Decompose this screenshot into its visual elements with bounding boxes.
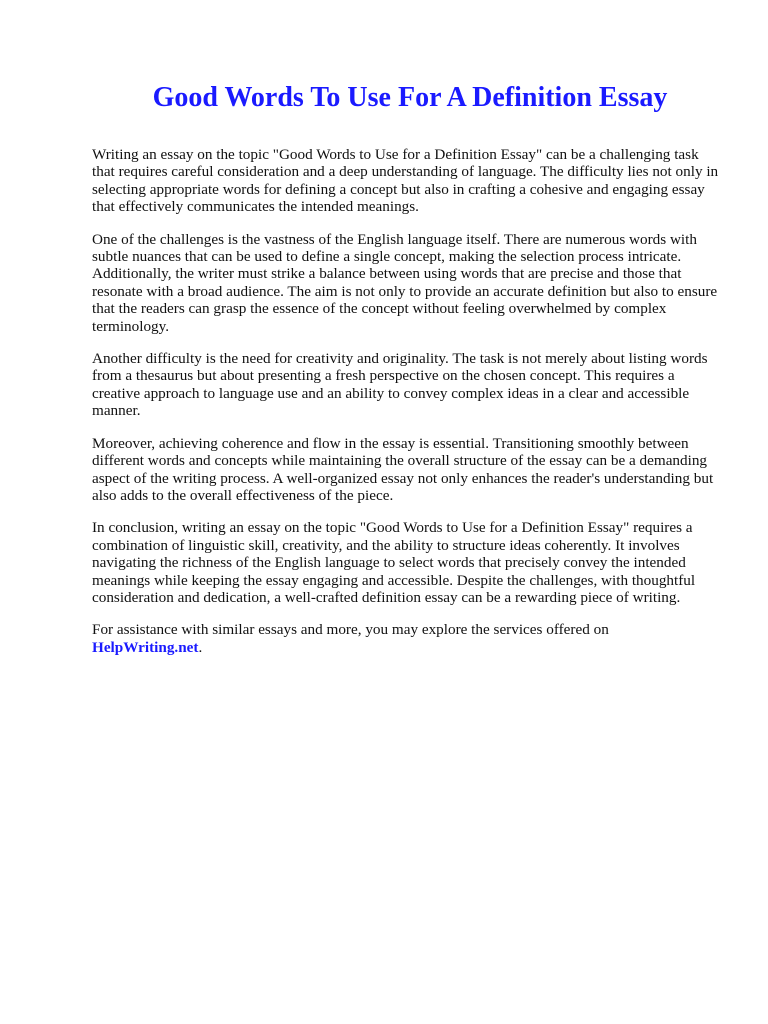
closing-period: . — [198, 638, 203, 656]
paragraph-1: Writing an essay on the topic "Good Words to Use for a Definition Essay" can be a challenging task that requires careful consideration and a deep understanding of language. The difficulty lies not only in selecting appropriate words for defining a concept but also in crafting a cohesive and engaging essay that effectively communicates the intended meanings. — [92, 146, 719, 216]
helpwriting-link[interactable]: HelpWriting.net — [92, 638, 199, 656]
page-title: Good Words To Use For A Definition Essay — [152, 82, 668, 113]
paragraph-5: In conclusion, writing an essay on the topic "Good Words to Use for a Definition Essay" requires a combination of linguistic skill, creativity, and the ability to structure ideas coherently. It involves navigating the richness of the English language to select words that precisely convey the intended meanings while keeping the essay engaging and accessible. Despite the challenges, with thoughtful consideration and dedication, a well-crafted definition essay can be a rewarding piece of writing. — [92, 519, 696, 606]
paragraph-2: One of the challenges is the vastness of the English language itself. There are numerous words with subtle nuances that can be used to define a single concept, making the selection process intricate. Additionally, the writer must strike a balance between using words that are precise and those that resonate with a broad audience. The aim is not only to provide an accurate definition but also to ensure that the readers can grasp the essence of the concept without feeling overwhelmed by complex terminology. — [92, 230, 718, 335]
closing-paragraph — [92, 621, 722, 656]
essay-body — [92, 146, 722, 671]
paragraph-4: Moreover, achieving coherence and flow in the essay is essential. Transitioning smoothly between different words and concepts while maintaining the overall structure of the essay can be a demanding aspect of the writing process. A well-organized essay not only enhances the reader's understanding but also adds to the overall effectiveness of the piece. — [92, 434, 714, 504]
closing-text: For assistance with similar essays and more, you may explore the services offered on — [92, 621, 609, 639]
paragraph-3: Another difficulty is the need for creativity and originality. The task is not merely about listing words from a thesaurus but about presenting a fresh perspective on the chosen concept. This requires a creative approach to language use and an ability to convey complex ideas in a clear and accessible manner. — [92, 350, 708, 420]
